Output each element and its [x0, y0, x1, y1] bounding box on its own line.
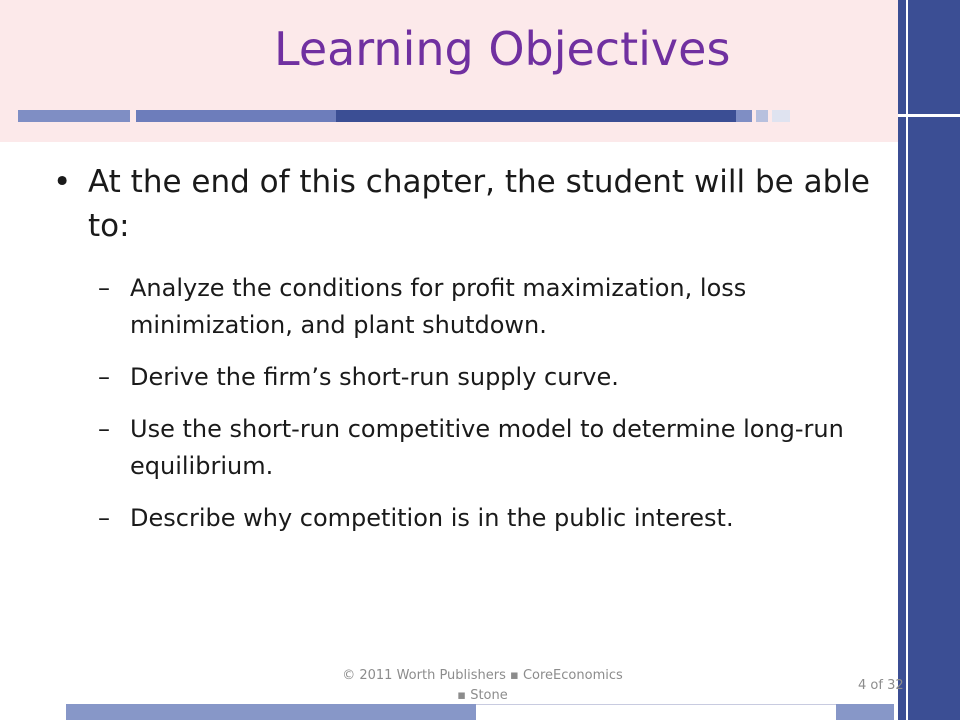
- right-accent-notch: [898, 114, 960, 117]
- footer-line-1: © 2011 Worth Publishers ▪ CoreEconomics: [342, 668, 623, 683]
- objective-text: Describe why competition is in the public interest.: [130, 504, 734, 532]
- bottom-accent-bar-right: [836, 704, 894, 720]
- title-rule-segment: [736, 110, 752, 122]
- right-accent-stripe-wide: [908, 0, 960, 720]
- page-number: 4 of 32: [858, 678, 904, 693]
- right-accent-bar: [898, 0, 960, 720]
- bullet-intro: [48, 160, 888, 248]
- objective-dash: –: [98, 274, 110, 302]
- objective-text: Derive the firm’s short-run supply curve.: [130, 363, 619, 391]
- bullet-dot: •: [53, 164, 72, 200]
- objective-text: Analyze the conditions for profit maximization, loss minimization, and plant shutdown.: [130, 274, 747, 339]
- right-accent-stripe-thin: [898, 0, 906, 720]
- title-rule-segment: [336, 110, 736, 122]
- footer-credit: [340, 666, 625, 706]
- objective-dash: –: [98, 504, 110, 532]
- footer-line-2: ▪ Stone: [457, 688, 508, 703]
- title-rule: [0, 110, 898, 122]
- objective-item: [48, 500, 888, 537]
- bottom-accent-bar-middle: [476, 704, 836, 720]
- title-rule-segment: [772, 110, 790, 122]
- slide-body: [48, 160, 888, 552]
- objective-text: Use the short-run competitive model to determine long-run equilibrium.: [130, 415, 844, 480]
- title-rule-segment: [136, 110, 336, 122]
- bottom-accent-bar-left: [66, 704, 476, 720]
- title-rule-segment: [18, 110, 130, 122]
- slide-title: Learning Objectives: [274, 22, 731, 76]
- title-rule-segment: [756, 110, 768, 122]
- objective-item: [48, 411, 888, 485]
- objective-item: [48, 359, 888, 396]
- objective-dash: –: [98, 415, 110, 443]
- objective-item: [48, 270, 888, 344]
- objective-dash: –: [98, 363, 110, 391]
- intro-text: At the end of this chapter, the student will be able to:: [88, 164, 870, 244]
